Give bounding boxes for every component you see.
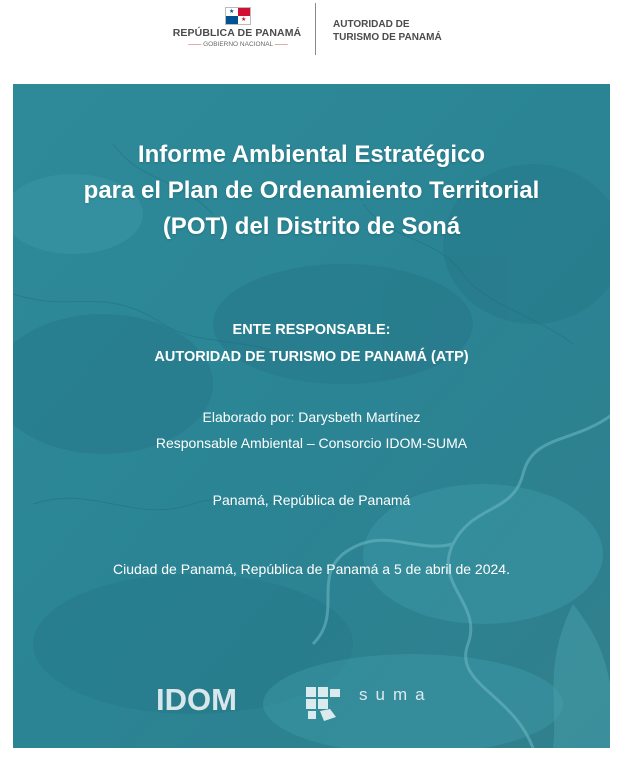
panama-flag-icon: ★ ★ <box>225 7 251 25</box>
date-line: Ciudad de Panamá, República de Panamá a 5 de abril de 2024. <box>113 561 510 577</box>
title-line: Informe Ambiental Estratégico <box>137 141 486 168</box>
cover-panel <box>13 84 610 748</box>
document-title <box>13 137 610 245</box>
title-line: para el Plan de Ordenamiento Territorial <box>83 177 540 204</box>
prepared-by: Elaborado por: Darysbeth Martínez <box>202 409 421 425</box>
responsible-entity: AUTORIDAD DE TURISMO DE PANAMÁ (ATP) <box>154 349 469 365</box>
author-block <box>13 404 610 456</box>
suma-logo-mark-icon <box>306 687 346 721</box>
republic-name: REPÚBLICA DE PANAMÁ <box>172 27 302 39</box>
idom-logo: IDOM <box>156 682 237 717</box>
suma-logo-text: suma <box>359 685 433 704</box>
prepared-role: Responsable Ambiental – Consorcio IDOM-SUMA <box>155 435 468 451</box>
responsible-label: ENTE RESPONSABLE: <box>232 322 391 338</box>
location-line: Panamá, República de Panamá <box>212 492 411 508</box>
page-header <box>0 0 622 80</box>
responsible-entity-block <box>13 317 610 371</box>
header-divider <box>315 3 316 55</box>
title-line: (POT) del Distrito de Soná <box>162 213 461 240</box>
agency-name: AUTORIDAD DE TURISMO DE PANAMÁ <box>333 19 442 43</box>
government-label: —— GOBIERNO NACIONAL —— <box>188 41 288 48</box>
